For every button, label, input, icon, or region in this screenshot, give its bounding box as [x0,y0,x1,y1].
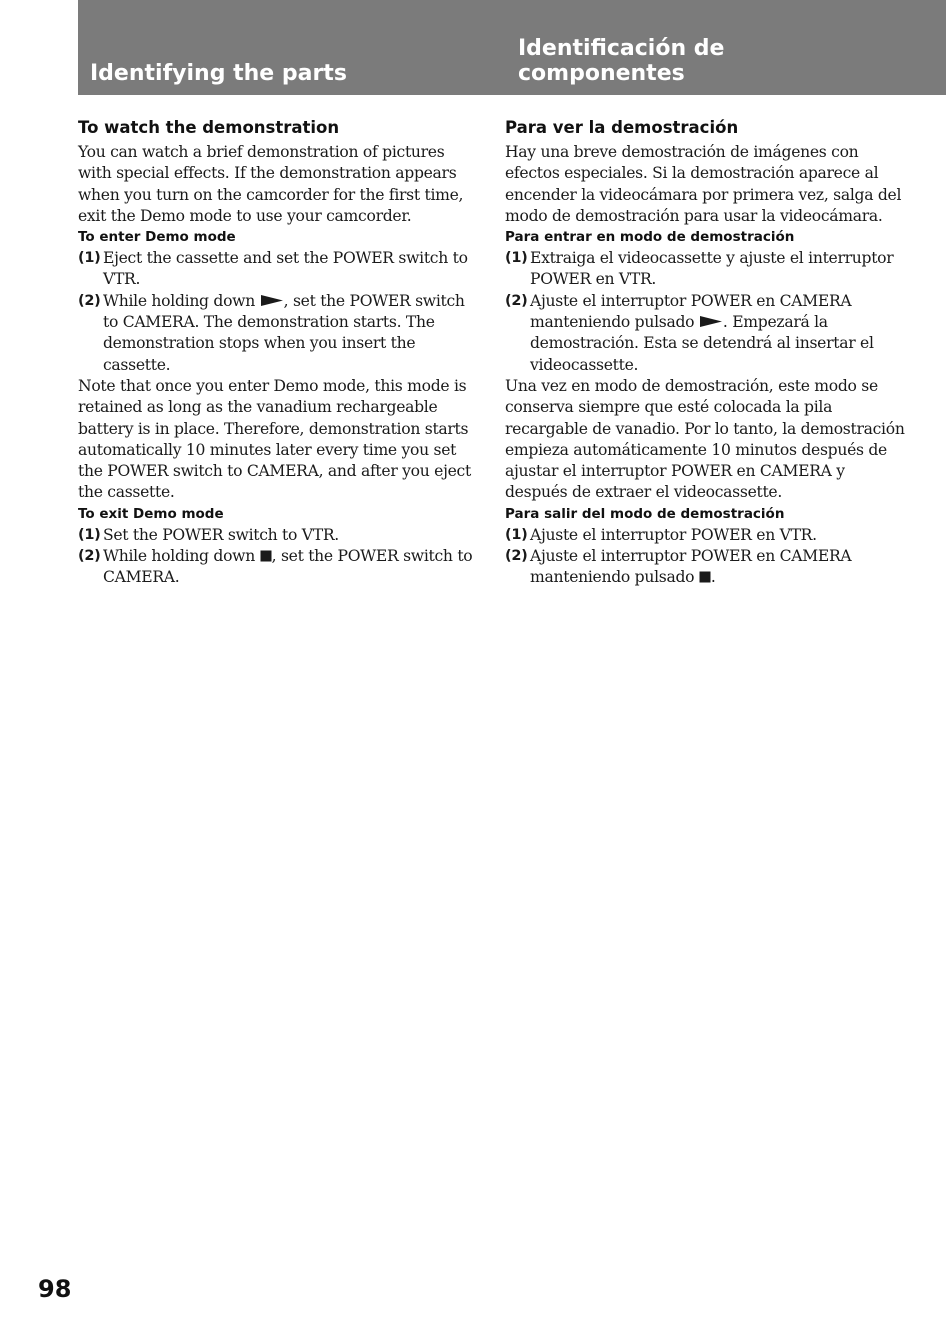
step-text: Extraiga el videocassette y ajuste el interruptor POWER en VTR. [530,249,894,289]
step-text [103,546,478,589]
step-number: (1) [505,526,528,543]
step-text-part-a: Ajuste el interruptor POWER en CAMERA manteniendo pulsado [530,291,852,332]
enter-step-2-en [78,291,478,376]
enter-step-1-en [78,248,478,291]
enter-step-2-es [505,291,905,376]
stop-icon [699,571,711,583]
note-paragraph-en: Note that once you enter Demo mode, this mode is retained as long as the vanadium rechargeable battery is in place. Therefore, demonstration starts automatically 10 minutes later every time you set the POWER switch to CAMERA, and after you eject the cassette. [78,376,471,502]
step-text-part-a: While holding down [103,291,255,310]
exit-demo-title-es: Para salir del modo de demostración [505,505,785,522]
header-title-es-line2: componentes [518,61,685,86]
header-title-es [518,36,724,86]
play-icon [260,294,284,307]
note-paragraph-es: Una vez en modo de demostración, este modo se conserva siempre que esté colocada la pila recargable de vanadio. Por lo tanto, la demostración empieza automáticamente 10 minutos después de ajustar el interruptor POWER en CAMERA y después de extraer el videocassette. [505,376,905,502]
step-text [103,291,478,376]
page-number: 98 [38,1275,72,1303]
enter-demo-title-es: Para entrar en modo de demostración [505,229,795,246]
step-text-part-b: , set the POWER switch to CAMERA. The demonstration starts. The demonstration stops when you insert the cassette. [103,291,465,374]
step-text-part-a: Ajuste el interruptor POWER en CAMERA manteniendo pulsado [530,547,852,587]
stop-icon [260,550,272,562]
exit-step-2-es [505,546,905,589]
enter-step-1-es [505,248,905,291]
header-title-es-line1: Identificación de [518,36,725,61]
step-text [530,546,905,589]
header-band [78,0,946,95]
spanish-column [505,117,905,589]
step-text [530,291,905,376]
step-number: (2) [505,548,528,565]
exit-step-1-en [78,525,478,546]
step-text-part-b: , set the POWER switch to CAMERA. [103,547,473,587]
section-title-es: Para ver la demostración [505,118,739,137]
step-text: Ajuste el interruptor POWER en VTR. [530,525,817,544]
step-text: Eject the cassette and set the POWER switch to VTR. [103,249,468,289]
intro-paragraph-es: Hay una breve demostración de imágenes con efectos especiales. Si la demostración aparece al encender la videocámara por primera vez, salga del modo de demostración para usar la videocámara. [505,143,902,225]
header-title-en: Identifying the parts [90,61,347,86]
english-column [78,117,478,589]
step-text: Set the POWER switch to VTR. [103,525,339,544]
exit-demo-title-en: To exit Demo mode [78,505,224,522]
step-number: (2) [78,292,101,309]
exit-step-1-es [505,525,905,546]
step-number: (2) [505,292,528,309]
enter-demo-title-en: To enter Demo mode [78,229,236,246]
step-text-part-b: . Empezará la demostración. Esta se detendrá al insertar el videocassette. [530,313,874,374]
play-icon [699,315,723,328]
intro-paragraph-en: You can watch a brief demonstration of pictures with special effects. If the demonstration appears when you turn on the camcorder for the first time, exit the Demo mode to use your camcorder. [78,143,464,225]
step-number: (1) [78,250,101,267]
section-title-en: To watch the demonstration [78,118,340,137]
step-text-part-b: . [710,568,716,587]
step-number: (1) [78,526,101,543]
step-number: (1) [505,250,528,267]
step-number: (2) [78,548,101,565]
exit-step-2-en [78,546,478,589]
step-text-part-a: While holding down [103,547,255,566]
